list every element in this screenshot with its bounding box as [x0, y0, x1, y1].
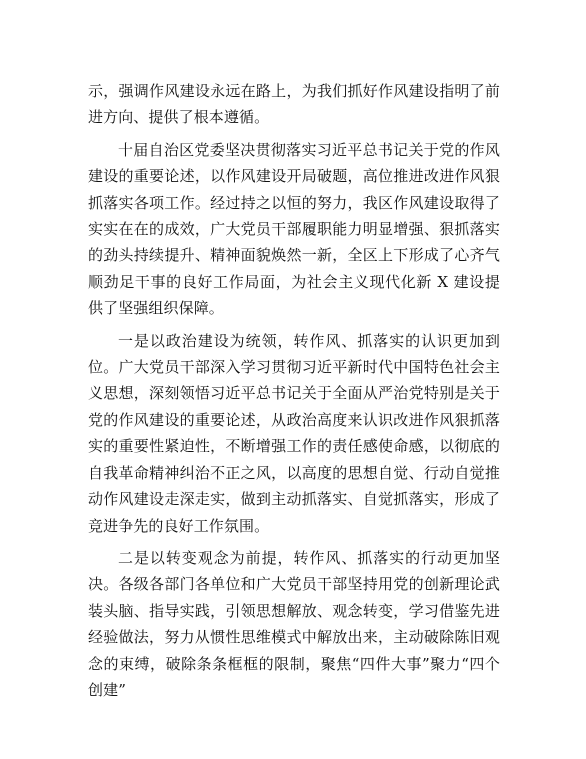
paragraph-concept-change: 二是以转变观念为前提，转作风、抓落实的行动更加坚决。各级各部门各单位和广大党员干部坚持用党的创新理论武装头脑、指导实践，引领思想解放、观念转变，学习借鉴先进经验做法，努力从惯性思维模式中解放出来，主动破除陈旧观念的束缚，破除条条框框的限制，聚焦“四件大事”聚力“四个创建”	[88, 548, 500, 699]
paragraph-continuation: 示，强调作风建设永远在路上，为我们抓好作风建设指明了前进方向、提供了根本遵循。	[88, 82, 500, 127]
paragraph-political-construction: 一是以政治建设为统领，转作风、抓落实的认识更加到位。广大党员干部深入学习贯彻习近平新时代中国特色社会主义思想，深刻领悟习近平总书记关于全面从严治党特别是关于党的作风建设的重要论述，从政治高度来认识改进作风狠抓落实的重要性紧迫性，不断增强工作的责任感使命感，以彻底的自我革命精神纠治不正之风，以高度的思想自觉、行动自觉推动作风建设走深走实，做到主动抓落实、自觉抓落实，形成了竞进争先的良好工作氛围。	[88, 331, 500, 535]
paragraph-party-committee: 十届自治区党委坚决贯彻落实习近平总书记关于党的作风建设的重要论述，以作风建设开局破题，高位推进改进作风狠抓落实各项工作。经过持之以恒的努力，我区作风建设取得了实实在在的成效，广大党员干部履职能力明显增强、狠抓落实的劲头持续提升、精神面貌焕然一新，全区上下形成了心齐气顺劲足干事的良好工作局面，为社会主义现代化新 X 建设提供了坚强组织保障。	[88, 140, 500, 318]
document-body	[88, 78, 500, 703]
